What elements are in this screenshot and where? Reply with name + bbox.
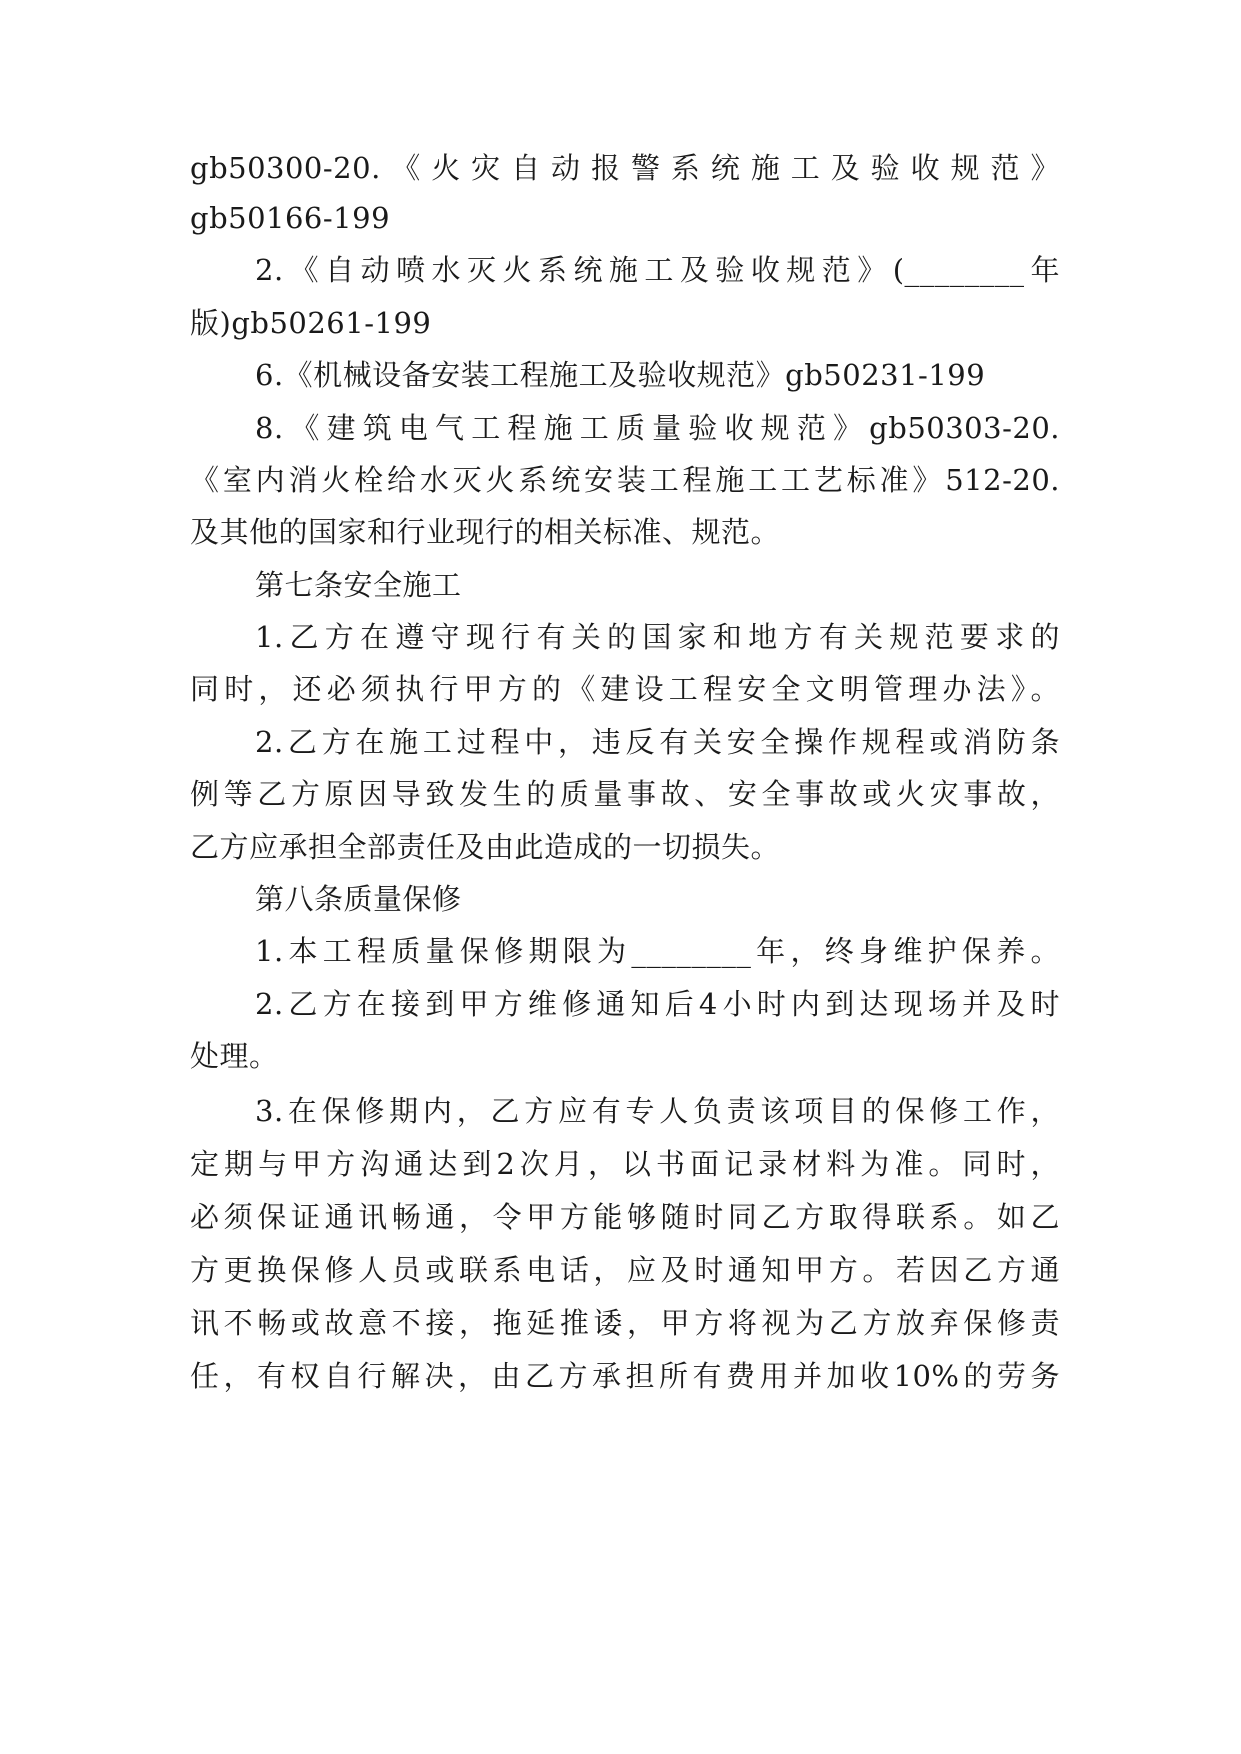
text-line-12: 2.乙方在施工过程中，违反有关安全操作规程或消防条 (255, 725, 1060, 759)
text-line-20: 定期与甲方沟通达到2次月，以书面记录材料为准。同时， (190, 1147, 1060, 1181)
text-line-19: 3.在保修期内，乙方应有专人负责该项目的保修工作， (255, 1094, 1060, 1128)
text-line-21: 必须保证通讯畅通，令甲方能够随时同乙方取得联系。如乙 (190, 1200, 1060, 1234)
text-line-17: 2.乙方在接到甲方维修通知后4小时内到达现场并及时 (255, 987, 1060, 1021)
text-line-8: 及其他的国家和行业现行的相关标准、规范。 (190, 515, 781, 549)
text-line-13: 例等乙方原因导致发生的质量事故、安全事故或火灾事故， (190, 777, 1060, 811)
text-line-2: gb50166-199 (190, 201, 391, 235)
text-line-3: 2.《自动喷水灭火系统施工及验收规范》(________年 (255, 253, 1060, 287)
text-line-18: 处理。 (190, 1039, 279, 1073)
text-line-1: gb50300-20.《火灾自动报警系统施工及验收规范》 (190, 151, 1060, 185)
text-line-10: 1.乙方在遵守现行有关的国家和地方有关规范要求的 (255, 620, 1060, 654)
text-line-7: 《室内消火栓给水灭火系统安装工程施工工艺标准》512-20. (190, 463, 1060, 497)
section-heading-8: 第八条质量保修 (255, 882, 462, 916)
text-line-23: 讯不畅或故意不接，拖延推诿，甲方将视为乙方放弃保修责 (190, 1306, 1060, 1340)
text-line-5: 6.《机械设备安装工程施工及验收规范》gb50231-199 (255, 358, 986, 392)
text-line-11: 同时，还必须执行甲方的《建设工程安全文明管理办法》。 (190, 672, 1060, 706)
text-line-22: 方更换保修人员或联系电话，应及时通知甲方。若因乙方通 (190, 1253, 1060, 1287)
text-line-14: 乙方应承担全部责任及由此造成的一切损失。 (190, 830, 781, 864)
text-line-4: 版)gb50261-199 (190, 306, 432, 340)
text-line-24: 任，有权自行解决，由乙方承担所有费用并加收10%的劳务 (190, 1359, 1060, 1393)
text-line-16: 1.本工程质量保修期限为________年，终身维护保养。 (255, 934, 1060, 968)
text-line-6: 8.《建筑电气工程施工质量验收规范》gb50303-20. (255, 411, 1060, 445)
section-heading-7: 第七条安全施工 (255, 568, 462, 602)
